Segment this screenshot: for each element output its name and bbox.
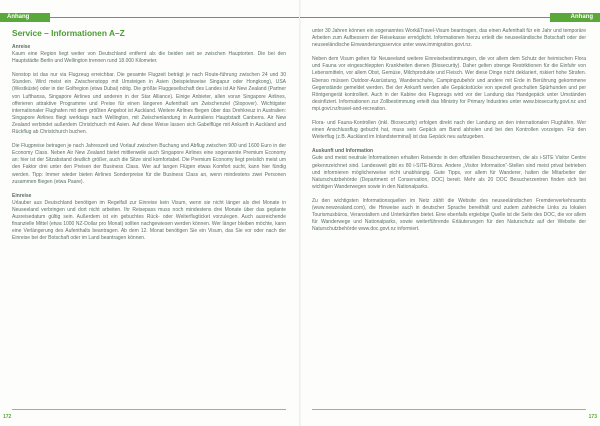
page-number: 172 — [3, 414, 12, 420]
block-paragraph: Flora- und Fauna-Kontrollen (inkl. Biosecurity) erfolgen direkt nach der Landung an den internationalen Flughäfen. Wer einen Anschlussflug gebucht hat, muss sein Gepäck am Band abholen und bei den Kontrollen vorzeigen. Für den Weiterflug (z.B. Auckland im Inlandsterminal) ist das Gepäck neu aufzugeben. — [312, 120, 586, 141]
block-paragraph: Urlauber aus Deutschland benötigen im Regelfall zur Einreise kein Visum, wenn sie nicht länger als drei Monate in Neuseeland verbringen und dort nicht arbeiten. Ihr Reisepass muss noch mindestens drei Monate über das geplante Ausreisedatum gültig sein. Außerdem ist ein gebuchtes Rück- oder Weiterflugticket vorzulegen. Auch ausreichende finanzielle Mittel (etwa 1000 NZ-Dollar pro Monat) sollten nachgewiesen werden können. Wer länger bleiben möchte, kann eine Verlängerung des Aufenthalts beantragen. Ab dem 12. Monat benötigen Sie ein Visum, das Sie vor oder nach der Einreise bei der Botschaft oder im Land beantragen können. — [12, 199, 286, 242]
text-block — [312, 28, 586, 49]
section-title: Service – Informationen A–Z — [12, 28, 125, 38]
chapter-tab — [0, 13, 50, 22]
chapter-tab-label: Anhang — [7, 14, 30, 20]
block-paragraph: Zu den wichtigsten Informationsquellen im Netz zählt die Website des neuseeländischen Fremdenverkehrsamts (www.newzealand.com), die Hinweise auch in deutscher Sprache bereithält und zudem zahlreiche Links zu lokalen Tourismusbüros, Veranstaltern und Unterkünften bietet. Eine ebenfalls ergiebige Quelle ist die Seite des DOC, die vor allem für Wanderwege und Nationalparks, sowie weiterführende Erläuterungen für den Naturschutz auf der Website der Naturschutzbehörde www.doc.govt.nz informiert. — [312, 197, 586, 233]
block-heading: Anreise — [12, 44, 31, 50]
text-block — [312, 120, 586, 141]
text-block — [12, 143, 286, 186]
right-page — [300, 0, 600, 426]
block-paragraph: Nonstop ist das nur via Flugzeug erreichbar. Die gesamte Flugzeit beträgt je nach Route-führung zwischen 24 und 30 Stunden. Wird meist ein Zwischenstopp mit Umsteigen in Asien (beispielsweise Singapur oder Hongkong), USA (Westküste) oder in der Golfregion (etwa Dubai) nötig. Die größte Fluggesellschaft des Landes ist Air New Zealand (Partner von Lufthansa, Singapore Airlines und anderen in der Star Alliance). Einige Anbieter, allen voran Singapore Airlines, offerieren attraktive Programme und Preise für einen längeren Aufenthalt am Zwischenziel (Stopover). Wichtigster internationaler Flughafen mit dem größten Angebot ist Auckland. Weitere Airlines fliegen über das Drehkreuz in Australien: Singapore Airlines fliegt werktags nach Wellington, mit Zwischenlandung in Australiens Hauptstadt Canberra. Air New Zealand verbindet außerdem Christchurch mit Asien. Auf diese Weise lassen sich Gabelflüge mit Ankunft in Auckland und Rückflug ab Christchurch buchen. — [12, 72, 286, 136]
footer-rule — [12, 409, 286, 410]
block-paragraph: Kaum eine Region liegt weiter von Deutschland entfernt als die beiden seit se zwischen Hauptorten. Die bei den Hauptstädte Berlin und Wellington trennen rund 18.000 Kilometer. — [12, 51, 286, 65]
left-page-content — [12, 28, 286, 400]
text-block — [312, 198, 586, 233]
chapter-tab — [550, 13, 600, 22]
block-paragraph: Neben dem Visum gelten für Neuseeland weitere Einreisebestimmungen, die vor allem dem Schutz der heimischen Flora und Fauna vor eingeschleppten Krankheiten dienen (Biosecurity). Daher gelten strenge Restriktionen für die Einfuhr von Lebensmitteln, vor allem Obst, Gemüse, Milchprodukte und Fleisch. Wer diese Dinge nicht deklariert, riskiert hohe Strafen. Ebenso müssen Outdoor-Ausrüstung, Wanderschuhe, Campingzubehör und andere mit Erde in Berührung gekommene Gegenstände gemeldet werden. Bei der Ankunft werden alle Gepäckstücke von speziell geschulten Spürhunden und per Röntgengerät kontrolliert. Auch in der Kabine des Flugzeugs wird vor der Landung das Handgepäck unter Umständen desinfiziert. Informationen zur Zollbestimmung erteilt das Ministry for Primary Industries unter www.biosecurity.govt.nz und mpi.govt.nz/travel-and-recreation. — [312, 56, 586, 112]
block-paragraph: Die Flugpreise betragen je nach Jahreszeit und Vorlauf zwischen Buchung und Abflug zwischen 900 und 1600 Euro in der Economy Class. Neben Air New Zealand bietet mittlerweile auch Singapore Airlines eine sogenannte Premium Economy an: hier ist der Sitzabstand deutlich größer, auch die Sitze sind komfortabel. Die Premium Economy liegt preislich meist um den Faktor drei unter den Preisen der Business Class. Wer auf langen Flügen etwas Komfort sucht, kann hier fündig werden. Tipp: Immer wieder bieten Airlines Sonderpreise für die Business Class an, wenn mindestens zwei Personen zusammen fliegen (etwa Paare). — [12, 143, 286, 185]
chapter-tab-label: Anhang — [570, 14, 593, 20]
text-block — [12, 72, 286, 136]
header-rule — [300, 17, 550, 18]
header-rule — [50, 17, 300, 18]
block-heading: Auskunft und Information — [312, 148, 374, 155]
block-heading: Einreise — [12, 192, 32, 199]
text-block — [12, 193, 286, 243]
text-block — [312, 56, 586, 113]
text-block — [312, 148, 586, 191]
block-paragraph: unter 30 Jahren können ein sogenanntes Work&Travel-Visum beantragen, das einen Aufenthalt für ein Jahr und temporäre Arbeiten zum Aufbessern der Reisekasse ermöglicht. Informationen hierzu erteilt die neuseeländische Botschaft oder der neuseeländische Einwanderungsservice unter www.immigration.govt.nz. — [312, 28, 586, 49]
text-block — [12, 44, 286, 65]
block-paragraph: Gute und meist neutrale Informationen erhalten Reisende in den offiziellen Besucherzentren, die als i-SITE Visitor Centre gekennzeichnet sind. Landesweit gibt es 80 i-SITE-Büros. Andere „Visitor Information“-Stellen sind meist privat betrieben und informieren möglicherweise nicht unabhängig. Gute Tipps, vor allem für Wanderer, halten die Mitarbeiter der Naturschutzbehörde (Department of Conservation, DOC) bereit. Mehr als 20 DOC Besucherzentren finden sich bei wichtigen Wanderwegen sowie in den Nationalparks. — [312, 155, 586, 190]
page-number: 173 — [588, 414, 597, 420]
right-page-content — [312, 28, 586, 400]
footer-rule — [312, 409, 586, 410]
